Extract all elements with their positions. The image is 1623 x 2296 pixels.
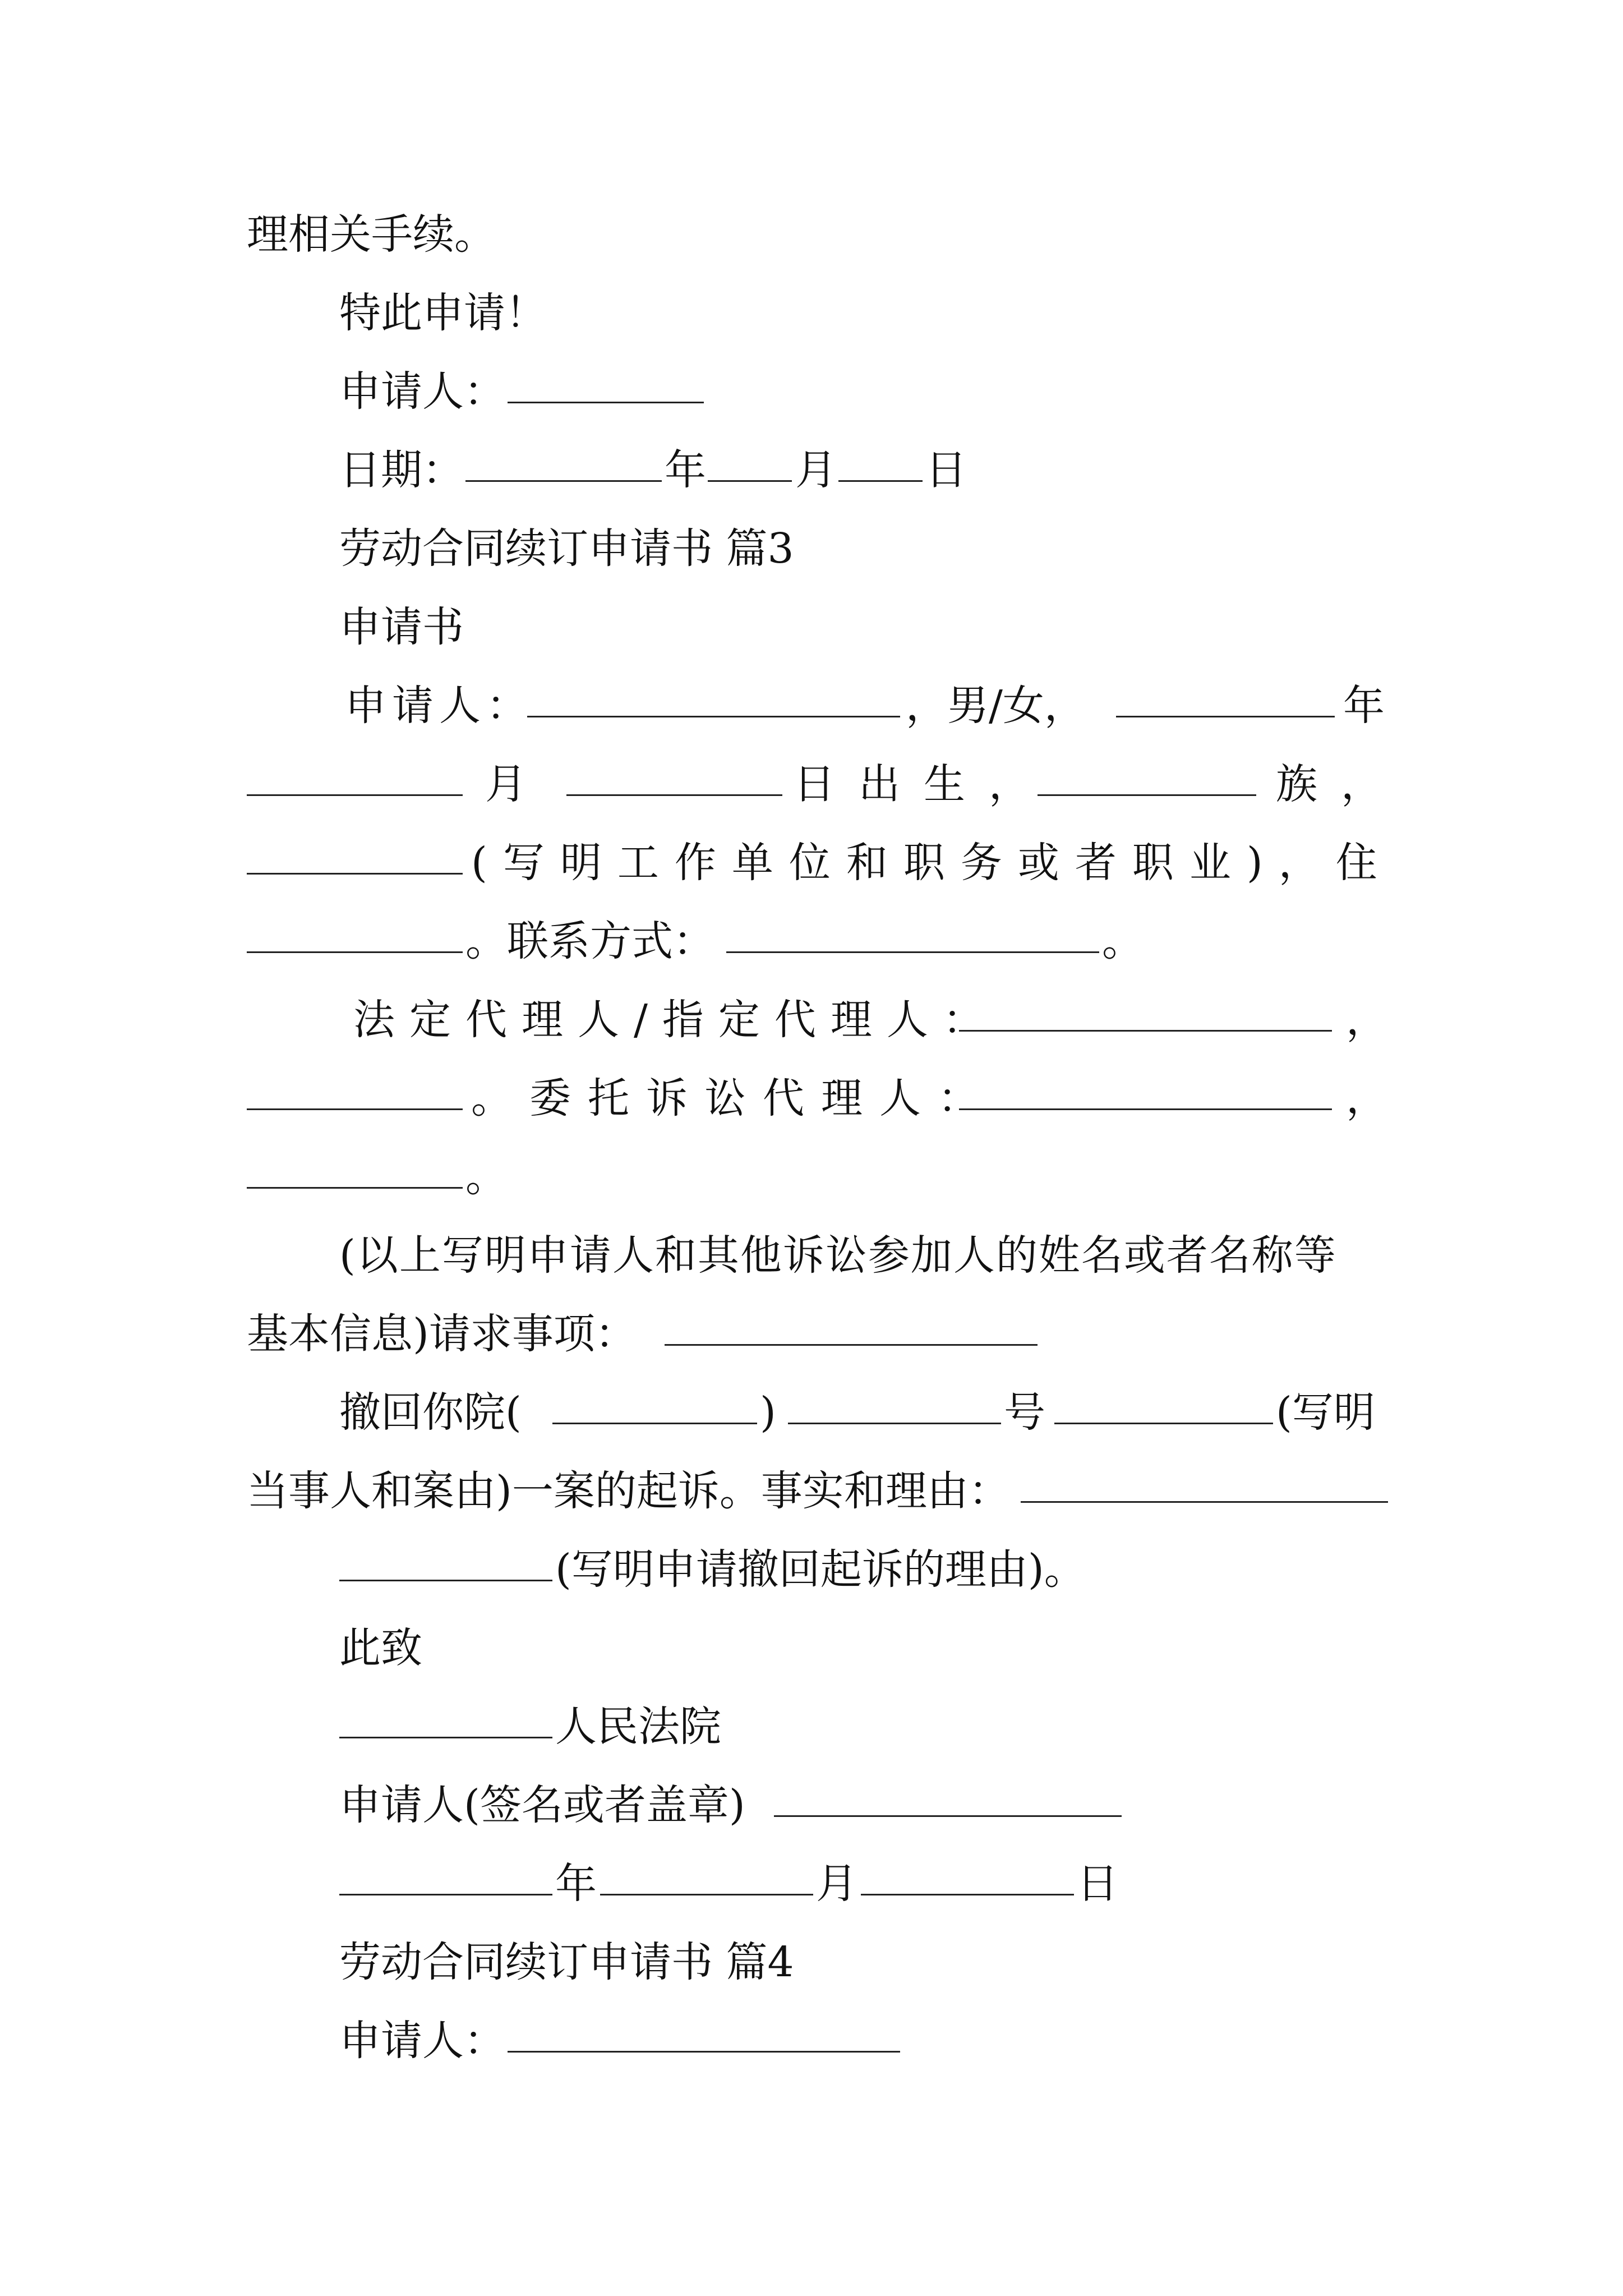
instruction-text: (写明 — [1276, 1388, 1375, 1437]
document-title — [0, 599, 1623, 655]
contact-blank — [726, 951, 1099, 953]
applicant-label: 申请人： — [339, 2017, 505, 2065]
legal-agent-info-blank — [247, 1108, 463, 1110]
legal-agent-label: 法定代理人/指定代理人： — [353, 996, 999, 1044]
applicant-label: 申请人： — [345, 682, 533, 730]
case-number-blank — [788, 1423, 1001, 1424]
year-label: 年 — [665, 446, 706, 494]
section-heading — [0, 521, 1623, 577]
paragraph-continuation — [0, 206, 1623, 263]
entrusted-agent-line — [0, 1070, 1623, 1126]
birth-text: 日出生， — [794, 760, 1054, 808]
applicant-line — [0, 364, 1623, 420]
reason-label: 当事人和案由)一案的起诉。事实和理由： — [247, 1467, 1010, 1515]
legal-agent-blank — [959, 1030, 1332, 1032]
signature-label: 申请人(签名或者盖章) — [339, 1781, 745, 1829]
sign-date-line — [0, 1856, 1623, 1912]
court-blank — [339, 1737, 552, 1738]
applicant-label: 申请人： — [339, 367, 505, 416]
court-label: 人民法院 — [555, 1703, 721, 1751]
date-label: 日期： — [339, 446, 464, 494]
applicant-blank — [508, 402, 704, 403]
month-label: 月 — [816, 1860, 857, 1908]
entrusted-agent-blank — [959, 1108, 1332, 1110]
instruction-line — [0, 1227, 1623, 1283]
case-year-blank — [552, 1423, 757, 1424]
year-blank — [339, 1894, 552, 1895]
address-blank — [247, 951, 463, 953]
ethnicity-label: 族， — [1276, 760, 1406, 808]
ethnicity-blank — [1038, 794, 1256, 796]
employment-note: (写明工作单位和职务或者职业)，住 — [471, 839, 1393, 887]
title-text: 申请书 — [339, 603, 464, 651]
day-blank — [861, 1894, 1074, 1895]
section-heading — [0, 1934, 1623, 1990]
entrusted-agent-label: 。委托诉讼代理人： — [471, 1074, 996, 1122]
month-blank — [708, 480, 792, 482]
salutation — [0, 1620, 1623, 1676]
birth-line — [0, 756, 1623, 812]
period: 。 — [465, 1153, 507, 1201]
contact-label: 。联系方式： — [465, 917, 714, 965]
applicant-blank — [508, 2051, 900, 2053]
signature-line — [0, 1777, 1623, 1833]
withdraw-text: 撤回你院( — [339, 1388, 522, 1437]
day-blank — [838, 480, 923, 482]
month-blank — [600, 1894, 813, 1895]
text-line: 特此申请！ — [339, 289, 547, 337]
month-label: 月 — [485, 760, 527, 808]
period: 。 — [1102, 917, 1144, 965]
withdraw-line — [0, 1384, 1623, 1441]
agent-info-line — [0, 1149, 1623, 1205]
signature-blank — [774, 1815, 1122, 1817]
case-info-blank — [1054, 1423, 1273, 1424]
name-blank — [527, 716, 900, 717]
reason-continuation — [0, 1542, 1623, 1598]
birth-day-blank — [566, 794, 782, 796]
year-blank — [465, 480, 662, 482]
salutation-text: 此致 — [339, 1624, 422, 1672]
employment-line — [0, 835, 1623, 891]
year-label: 年 — [555, 1860, 597, 1908]
applicant-info-line — [0, 678, 1623, 734]
heading-text: 劳动合同续订申请书 篇4 — [339, 1938, 794, 1986]
reason-blank-2 — [339, 1580, 552, 1581]
birth-month-blank — [247, 794, 463, 796]
entrusted-agent-info-blank — [247, 1187, 463, 1189]
employer-blank — [247, 873, 463, 875]
reason-line — [0, 1463, 1623, 1519]
heading-text: 劳动合同续订申请书 篇3 — [339, 524, 794, 573]
paren-close: ) — [760, 1388, 776, 1437]
instruction-text: (以上写明申请人和其他诉讼参加人的姓名或者名称等 — [339, 1231, 1337, 1280]
day-label: 日 — [1077, 1860, 1118, 1908]
comma: ， — [1346, 996, 1387, 1044]
request-line — [0, 1306, 1623, 1362]
gender-text: ，男/女， — [906, 682, 1086, 730]
month-label: 月 — [795, 446, 837, 494]
day-label: 日 — [925, 446, 967, 494]
text-line: 理相关手续。 — [247, 210, 496, 259]
closing-phrase — [0, 285, 1623, 341]
number-label: 号 — [1004, 1388, 1045, 1437]
court-line — [0, 1699, 1623, 1755]
comma: ， — [1346, 1074, 1387, 1122]
reason-blank — [1021, 1501, 1388, 1503]
applicant-line — [0, 2013, 1623, 2069]
contact-line — [0, 913, 1623, 969]
legal-agent-line — [0, 992, 1623, 1048]
request-label: 基本信息)请求事项： — [247, 1310, 637, 1358]
request-blank — [665, 1344, 1038, 1346]
year-label: 年 — [1343, 682, 1385, 730]
reason-note: (写明申请撤回起诉的理由)。 — [555, 1545, 1086, 1594]
date-line — [0, 442, 1623, 498]
birth-year-blank — [1116, 716, 1335, 717]
